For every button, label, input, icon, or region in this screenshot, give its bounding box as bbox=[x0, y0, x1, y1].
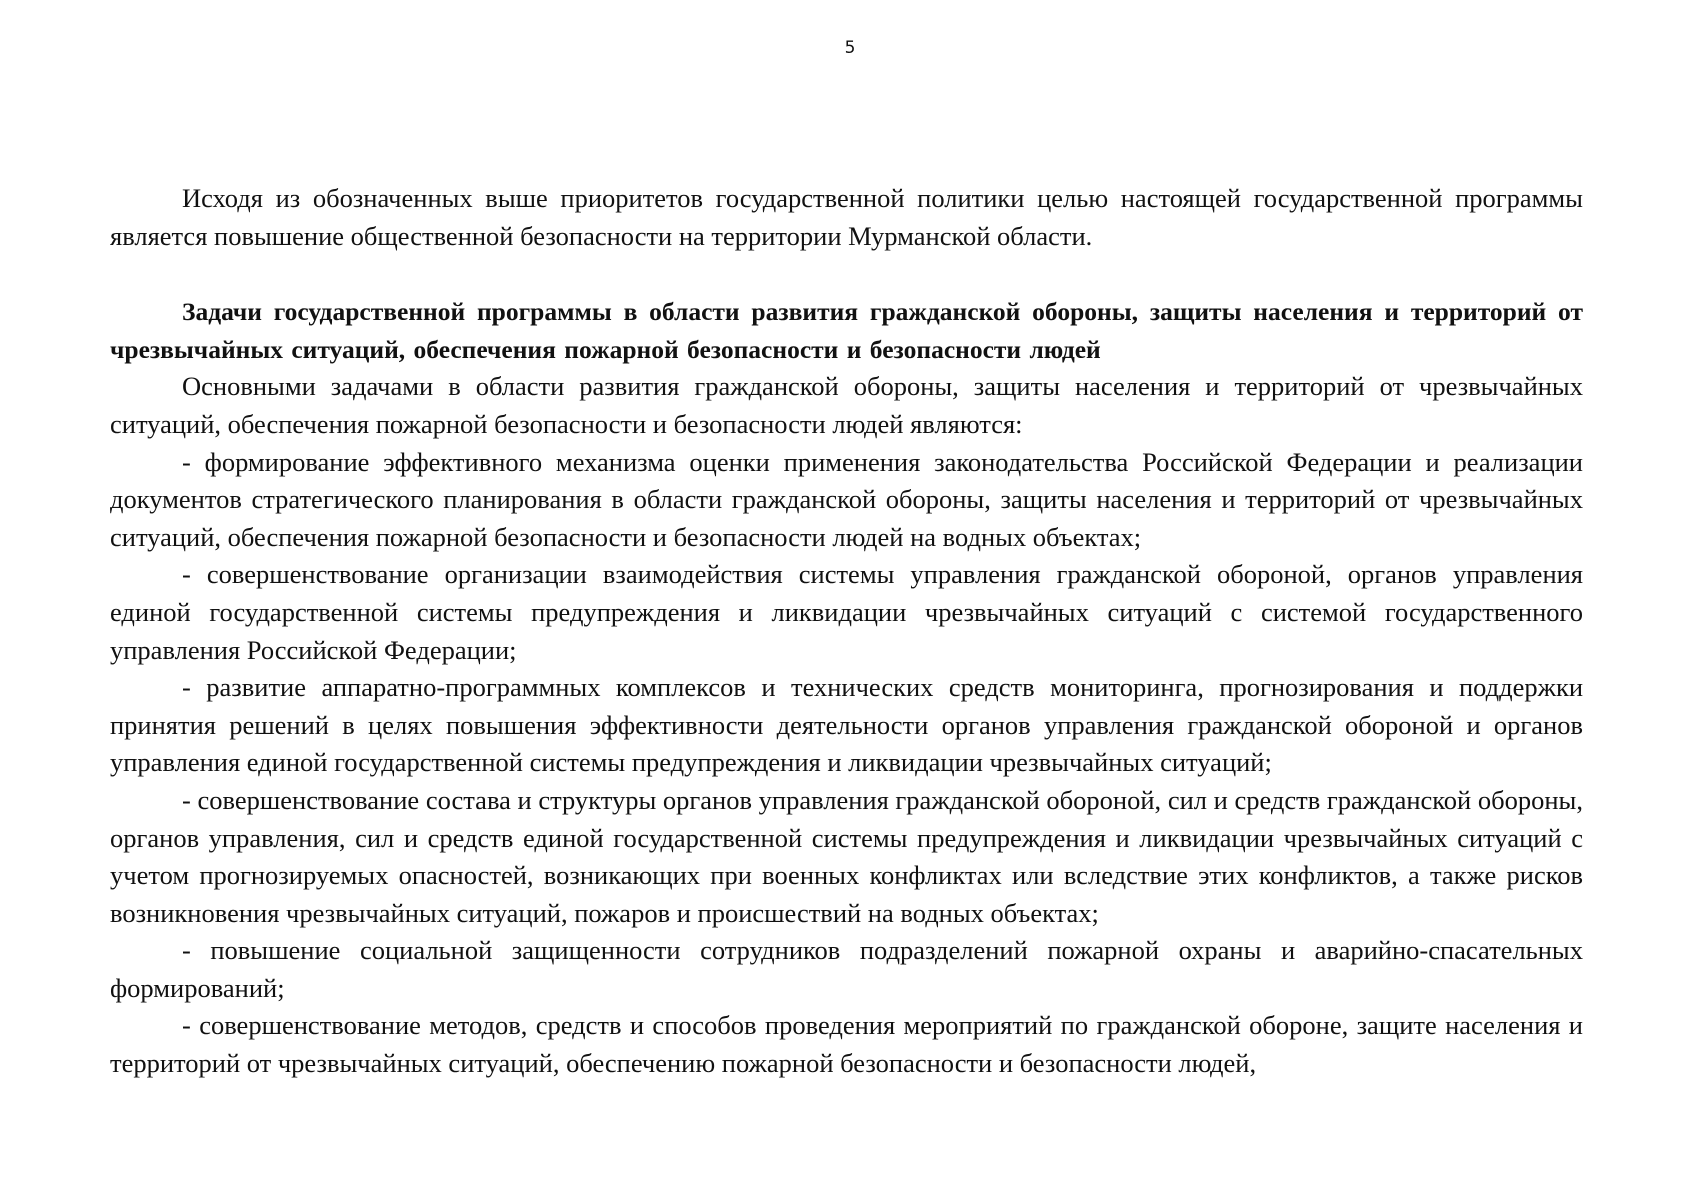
task-item: - совершенствование организации взаимодействия системы управления гражданской обороной, органов управления единой государственной системы предупреждения и ликвидации чрезвычайных ситуаций с системой государственного управления Российской Федерации; bbox=[110, 559, 1583, 665]
intro-paragraph: Исходя из обозначенных выше приоритетов государственной политики целью настоящей государственной программы является повышение общественной безопасности на территории Мурманской области. bbox=[110, 183, 1583, 251]
task-item: - формирование эффективного механизма оценки применения законодательства Российской Федерации и реализации документов стратегического планирования в области гражданской обороны, защиты населения и территорий от чрезвычайных ситуаций, обеспечения пожарной безопасности и безопасности людей на водных объектах; bbox=[110, 446, 1583, 552]
section-heading: Задачи государственной программы в области развития гражданской обороны, защиты населения и территорий от чрезвычайных ситуаций, обеспечения пожарной безопасности и безопасности людей bbox=[110, 297, 1583, 364]
page-number: 5 bbox=[844, 38, 856, 58]
task-item: - развитие аппаратно-программных комплексов и технических средств мониторинга, прогнозирования и поддержки принятия решений в целях повышения эффективности деятельности органов управления гражданской обороной и органов управления единой государственной системы предупреждения и ликвидации чрезвычайных ситуаций; bbox=[110, 672, 1583, 778]
task-item: - повышение социальной защищенности сотрудников подразделений пожарной охраны и аварийно-спасательных формирований; bbox=[110, 935, 1583, 1003]
task-item: - совершенствование методов, средств и способов проведения мероприятий по гражданской обороне, защите населения и территорий от чрезвычайных ситуаций, обеспечению пожарной безопасности и безопасности людей, bbox=[110, 1010, 1583, 1079]
task-item: - совершенствование состава и структуры органов управления гражданской обороной, сил и средств гражданской обороны, органов управления, сил и средств единой государственной системы предупреждения и ликвидации чрезвычайных ситуаций с учетом прогнозируемых опасностей, возникающих при военных конфликтах или вследствие этих конфликтов, а также рисков возникновения чрезвычайных ситуаций, пожаров и происшествий на водных объектах; bbox=[110, 784, 1583, 928]
document-body bbox=[110, 180, 1583, 1083]
lead-paragraph: Основными задачами в области развития гражданской обороны, защиты населения и территорий от чрезвычайных ситуаций, обеспечения пожарной безопасности и безопасности людей являются: bbox=[110, 371, 1583, 439]
